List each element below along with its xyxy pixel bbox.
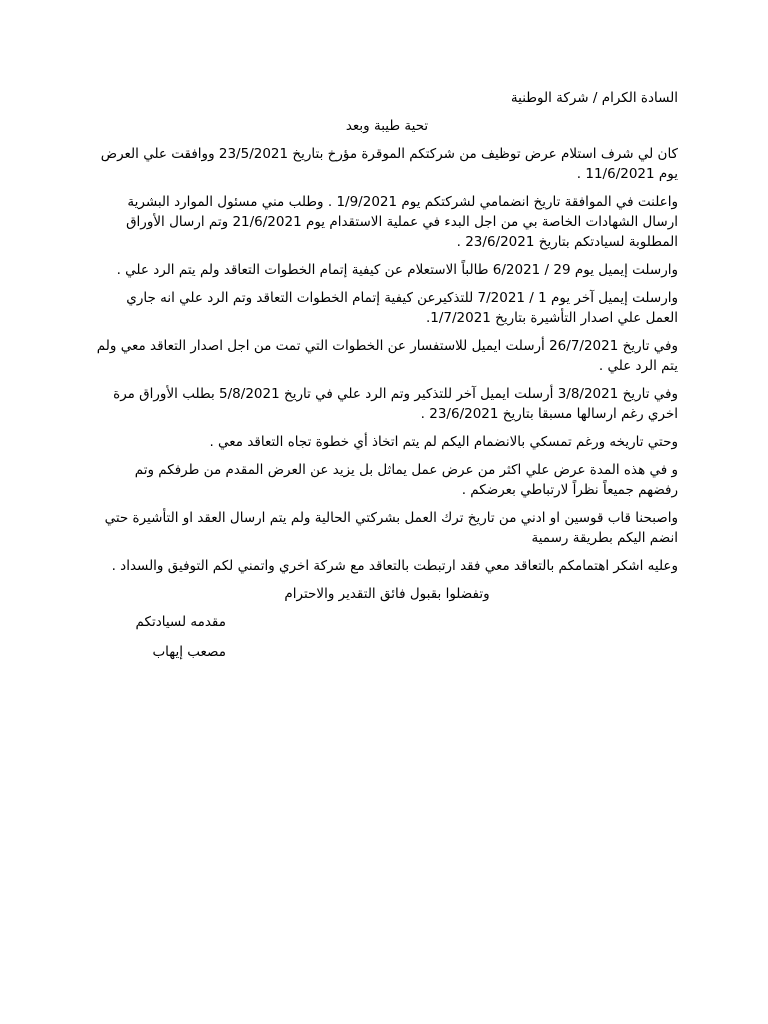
paragraph-first-email: وارسلت إيميل يوم 29 / 6/2021 طالباً الاستعلام عن كيفية إتمام الخطوات التعاقد ولم يتم الرد علي . (116, 262, 678, 278)
paragraph-inquiry-email: وفي تاريخ 26/7/2021 أرسلت ايميل للاستفسار عن الخطوات التي تمت من اجل اصدار التعاقد معي ولم يتم الرد علي . (96, 338, 678, 374)
closing: وتفضلوا بقبول فائق التقدير والاحترام (284, 586, 490, 602)
paragraph-second-email: وارسلت إيميل آخر يوم 1 / 7/2021 للتذكيرعن كيفية إتمام الخطوات التعاقد وتم الرد علي انه جاري العمل علي اصدار التأشيرة بتاريخ 1/7/2021. (126, 290, 678, 326)
paragraph-join-date: واعلنت في الموافقة تاريخ انضمامي لشركتكم يوم 1/9/2021 . وطلب مني مسئول الموارد البشرية ارسال الشهادات الخاصة بي من اجل البدء في عملية الاستقدام يوم 21/6/2021 وتم ارسال الأوراق المطلوبة لسيادتكم بتاريخ 23/6/2021 . (126, 194, 678, 250)
signoff: مقدمه لسيادتكم (135, 614, 226, 630)
salutation: السادة الكرام / شركة الوطنية (510, 90, 678, 106)
paragraph-decision: وعليه اشكر اهتمامكم بالتعاقد معي فقد ارتبطت بالتعاقد مع شركة اخري واتمني لكم التوفيق والسداد . (111, 558, 678, 574)
paragraph-no-action: وحتي تاريخه ورغم تمسكي بالانضمام اليكم لم يتم اتخاذ أي خطوة تجاه التعاقد معي . (209, 434, 678, 450)
paragraph-reminder-email: وفي تاريخ 3/8/2021 أرسلت ايميل آخر للتذكير وتم الرد علي في تاريخ 5/8/2021 بطلب الأوراق مرة اخري رغم ارسالها مسبقا بتاريخ 23/6/2021 . (113, 386, 678, 422)
sender-name: مصعب إيهاب (152, 644, 226, 660)
greeting: تحية طيبة وبعد (345, 118, 429, 134)
paragraph-offer: كان لي شرف استلام عرض توظيف من شركتكم الموقرة مؤرخ بتاريخ 23/5/2021 ووافقت علي العرض يوم 11/6/2021 . (100, 146, 678, 182)
paragraph-other-offers: و في هذه المدة عرض علي اكثر من عرض عمل يماثل بل يزيد عن العرض المقدم من طرفكم وتم رفضهم جميعاً نظراً لارتباطي بعرضكم . (134, 462, 678, 498)
letter-body (96, 88, 678, 670)
paragraph-deadline: واصبحنا قاب قوسين او ادني من تاريخ ترك العمل بشركتي الحالية ولم يتم ارسال العقد او التأشيرة حتي انضم اليكم بطريقة رسمية (104, 510, 678, 546)
